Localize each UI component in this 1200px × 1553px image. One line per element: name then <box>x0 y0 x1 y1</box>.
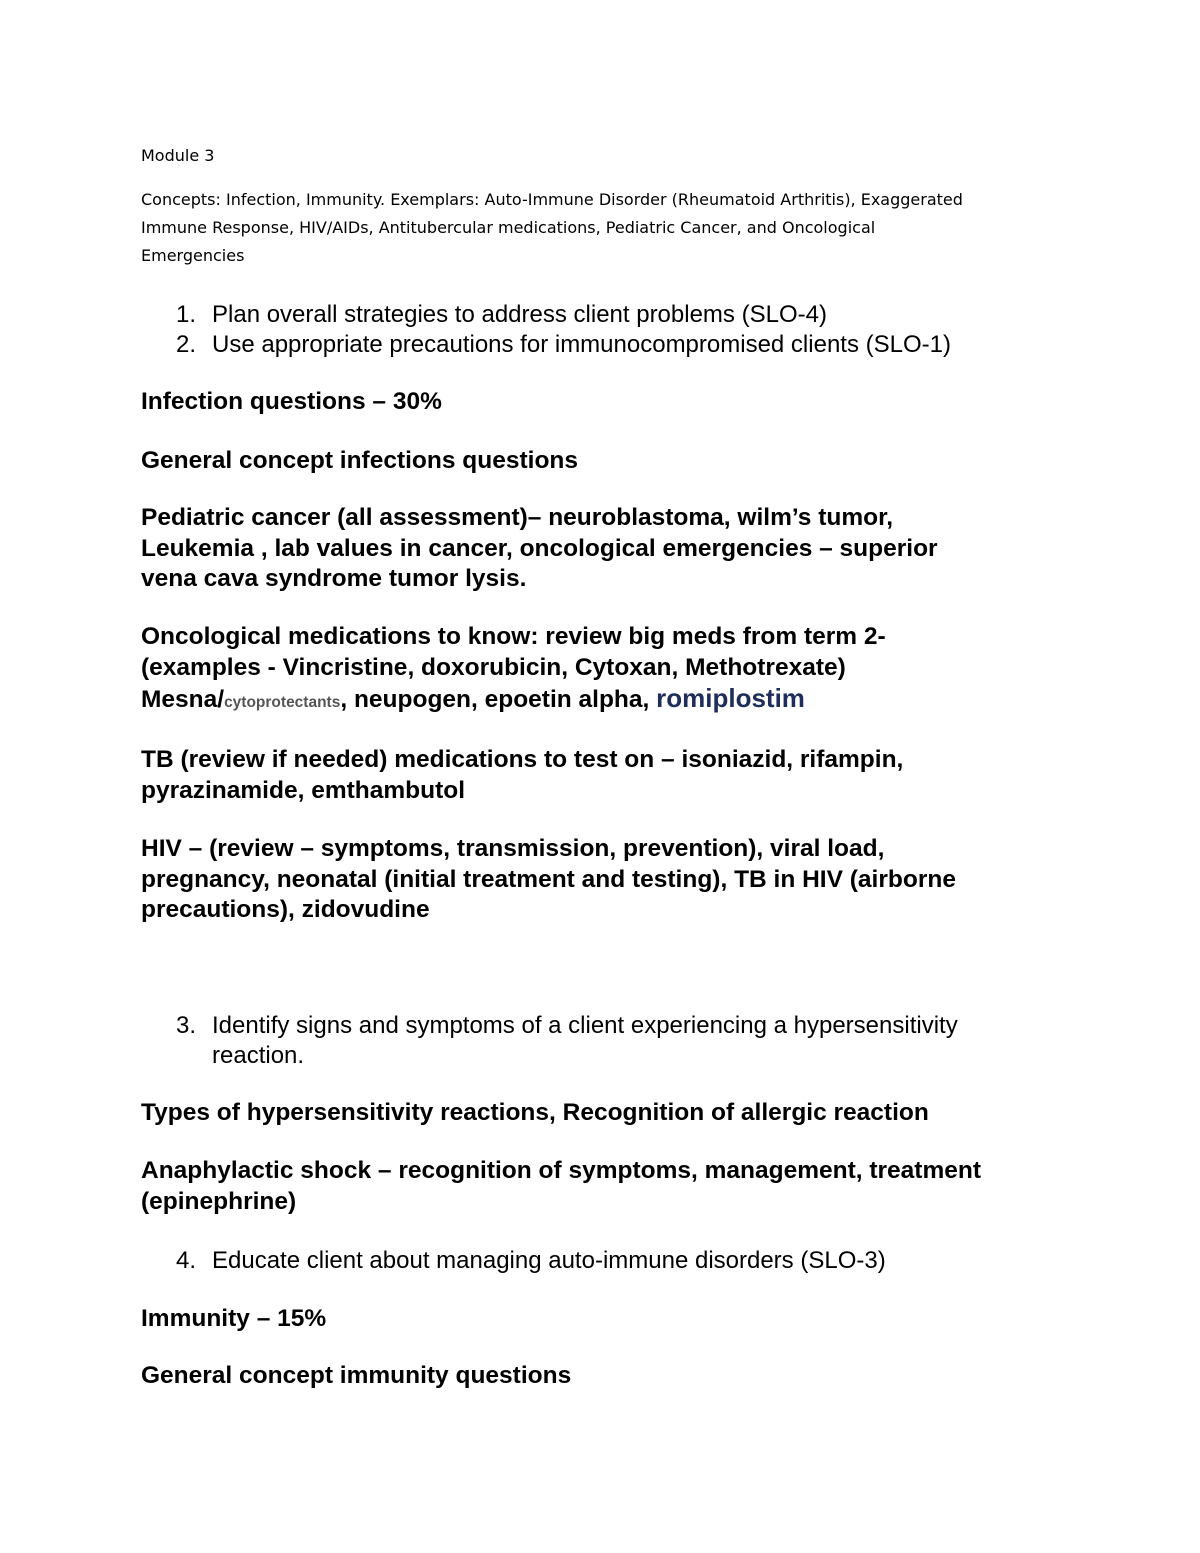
immunity-heading: Immunity – 15% <box>141 1305 327 1332</box>
onc-line-2: (examples - Vincristine, doxorubicin, Cytoxan, Methotrexate) <box>141 653 846 681</box>
general-infections-heading: General concept infections questions <box>141 447 579 474</box>
objective-item-2 <box>176 330 1056 360</box>
objective-text: Educate client about managing auto-immune disorders (SLO-3) <box>212 1247 886 1274</box>
general-immunity-heading: General concept immunity questions <box>141 1362 572 1389</box>
objective-number: 4. <box>176 1247 197 1274</box>
pediatric-line-3: vena cava syndrome tumor lysis. <box>141 565 527 592</box>
concepts-paragraph <box>141 186 1071 270</box>
hiv-line-1: HIV – (review – symptoms, transmission, prevention), viral load, <box>141 835 885 862</box>
hiv-line-3: precautions), zidovudine <box>141 896 430 923</box>
objective-text: Use appropriate precautions for immunocompromised clients (SLO-1) <box>212 331 951 358</box>
hiv-line-2: pregnancy, neonatal (initial treatment and testing), TB in HIV (airborne <box>141 865 956 893</box>
objective-item-3 <box>176 1011 1056 1071</box>
objective-number: 2. <box>176 331 197 358</box>
onc-line-3 <box>141 683 1071 719</box>
tb-line-1: TB (review if needed) medications to test on – isoniazid, rifampin, <box>141 746 904 773</box>
tb-line-2: pyrazinamide, emthambutol <box>141 776 466 804</box>
objective-item-4 <box>176 1246 1056 1276</box>
onc-line-1: Oncological medications to know: review big meds from term 2- <box>141 623 886 650</box>
anaphylaxis-line-1: Anaphylactic shock – recognition of symptoms, management, treatment <box>141 1157 981 1184</box>
objective-text: Plan overall strategies to address client problems (SLO-4) <box>212 301 827 328</box>
onc-drugs: , neupogen, epoetin alpha, <box>340 686 657 713</box>
concepts-line-3: Emergencies <box>141 246 245 265</box>
hypersensitivity-heading: Types of hypersensitivity reactions, Recognition of allergic reaction <box>141 1099 929 1126</box>
concepts-line-1: Concepts: Infection, Immunity. Exemplars: Auto-Immune Disorder (Rheumatoid Arthritis), Exaggerated <box>141 190 963 209</box>
objective-number: 3. <box>176 1012 197 1039</box>
concepts-line-2: Immune Response, HIV/AIDs, Antitubercular medications, Pediatric Cancer, and Oncological <box>141 218 876 237</box>
tb-paragraph <box>141 745 1071 806</box>
anaphylaxis-paragraph <box>141 1156 1071 1217</box>
objective-item-1 <box>176 300 1056 330</box>
hiv-paragraph <box>141 834 1071 926</box>
objective-text-line-1: Identify signs and symptoms of a client experiencing a hypersensitivity <box>212 1012 958 1039</box>
module-title: Module 3 <box>141 146 215 165</box>
infection-heading: Infection questions – 30% <box>141 388 442 415</box>
onc-mesna: Mesna/ <box>141 686 225 713</box>
objective-text-line-2: reaction. <box>212 1042 305 1069</box>
onc-cytoprotectants: cytoprotectants <box>224 694 341 711</box>
oncology-meds-paragraph <box>141 622 1071 719</box>
pediatric-line-1: Pediatric cancer (all assessment)– neuroblastoma, wilm’s tumor, <box>141 504 894 531</box>
pediatric-line-2: Leukemia , lab values in cancer, oncological emergencies – superior <box>141 534 938 562</box>
objective-number: 1. <box>176 301 197 328</box>
pediatric-cancer-paragraph <box>141 503 1071 595</box>
anaphylaxis-line-2: (epinephrine) <box>141 1187 297 1215</box>
onc-romiplostim: romiplostim <box>656 683 805 713</box>
